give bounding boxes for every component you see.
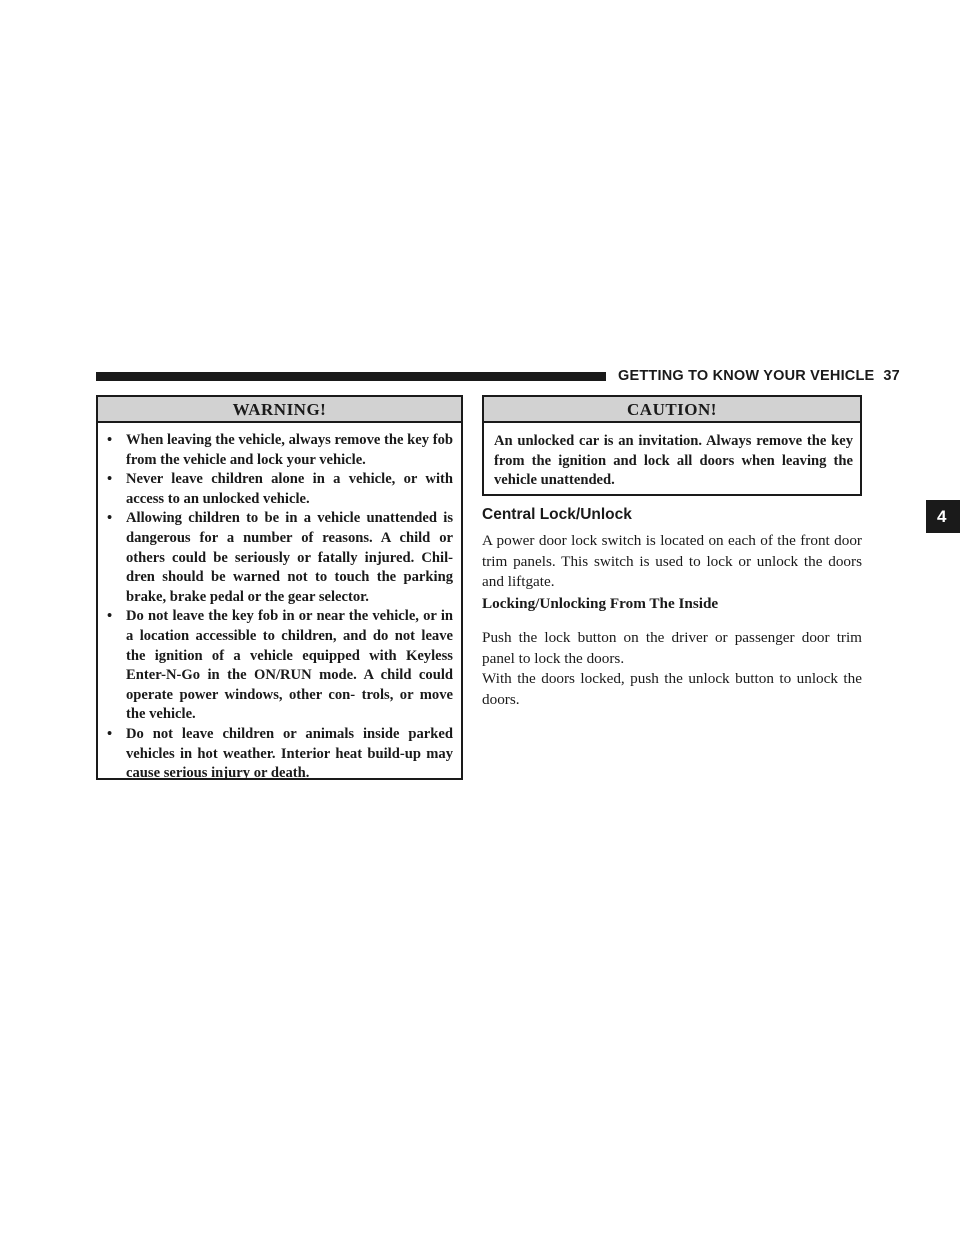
warning-item	[105, 607, 453, 725]
warning-item-text: When leaving the vehicle, always remove the key fob from the vehicle and lock your vehicle.	[126, 432, 453, 468]
warning-item-text: Never leave children alone in a vehicle, or with access to an unlocked vehicle.	[126, 471, 453, 507]
warning-item	[105, 431, 453, 470]
body-paragraph: Push the lock button on the driver or passenger door trim panel to lock the doors.	[482, 629, 862, 667]
bullet-icon: •	[107, 432, 113, 448]
warning-item-text: Do not leave the key fob in or near the vehicle, or in a location accessible to children, and do not leave the ignition of a vehicle equipped with Keyless Enter-N-Go in the ON/RUN mode. A child could operate power windows, other con- trols, or move the vehicle.	[126, 608, 453, 723]
bullet-icon: •	[107, 471, 113, 488]
bullet-icon: •	[107, 510, 113, 527]
warning-box	[96, 395, 463, 780]
warning-item-text: Allowing children to be in a vehicle unattended is dangerous for a number of reasons. A child or others could be seriously or fatally injured. Chil- dren should be warned not to touch the parking brake, brake pedal or the gear selector.	[126, 510, 453, 605]
caution-heading: CAUTION!	[484, 397, 860, 423]
body-paragraph: With the doors locked, push the unlock button to unlock the doors.	[482, 670, 862, 708]
chapter-tab: 4	[926, 500, 960, 533]
caution-box	[482, 395, 862, 496]
warning-heading: WARNING!	[98, 397, 461, 423]
warning-item	[105, 725, 453, 784]
warning-item	[105, 509, 453, 607]
running-header	[618, 368, 900, 384]
bullet-icon: •	[107, 725, 113, 742]
body-paragraph: A power door lock switch is located on each of the front door trim panels. This switch is used to lock or unlock the doors and liftgate.	[482, 532, 862, 590]
running-header-title: GETTING TO KNOW YOUR VEHICLE	[618, 368, 875, 384]
section-heading: Central Lock/Unlock	[482, 506, 632, 523]
warning-item	[105, 470, 453, 509]
subheading: Locking/Unlocking From The Inside	[482, 595, 719, 612]
page-number: 37	[883, 368, 900, 384]
header-rule	[96, 372, 606, 381]
warning-list	[98, 423, 461, 784]
caution-text: An unlocked car is an invitation. Always remove the key from the ignition and lock all doors when leaving the vehicle unattended.	[494, 433, 853, 489]
warning-item-text: Do not leave children or animals inside parked vehicles in hot weather. Interior heat build-up may cause serious injury or death.	[126, 725, 453, 782]
bullet-icon: •	[107, 608, 113, 625]
